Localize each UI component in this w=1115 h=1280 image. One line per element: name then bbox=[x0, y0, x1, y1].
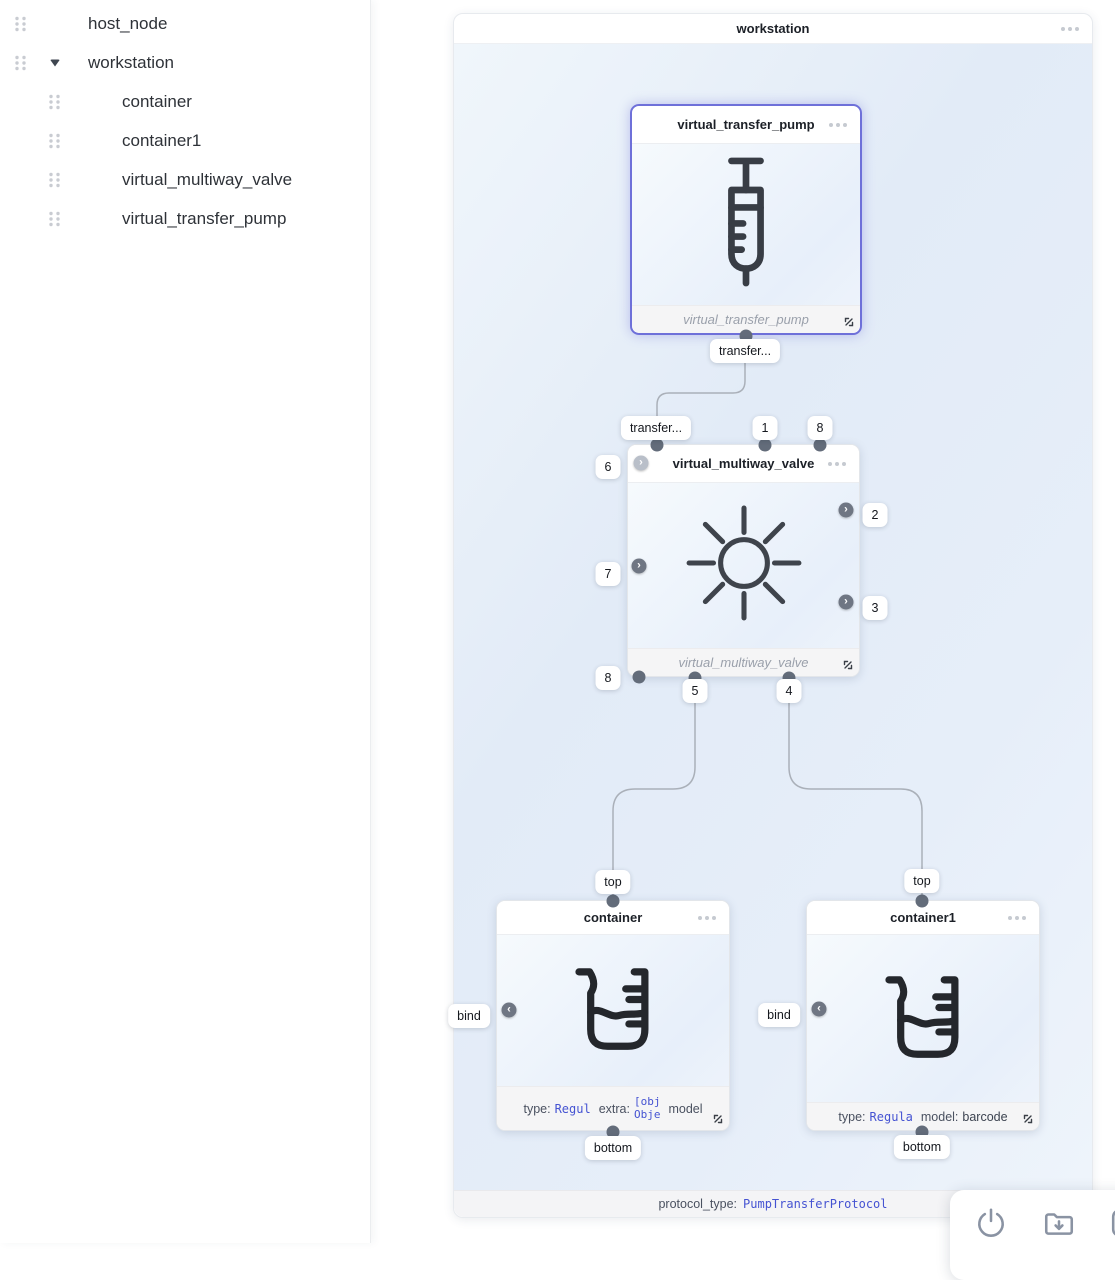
node-container[interactable] bbox=[496, 900, 730, 1131]
port-label: 2 bbox=[863, 503, 888, 527]
folder-download-icon[interactable] bbox=[1042, 1206, 1076, 1240]
drag-handle-icon[interactable] bbox=[48, 210, 61, 227]
port-valve-8-top[interactable] bbox=[814, 439, 827, 452]
port-label: transfer... bbox=[621, 416, 691, 440]
sidebar-item-container[interactable] bbox=[0, 82, 370, 121]
protocol-type-value: PumpTransferProtocol bbox=[743, 1197, 888, 1211]
port-label: transfer... bbox=[710, 339, 780, 363]
type-field: type: Regula bbox=[838, 1109, 913, 1124]
port-label: 8 bbox=[808, 416, 833, 440]
port-label: 1 bbox=[753, 416, 778, 440]
ellipsis-menu-icon[interactable] bbox=[698, 916, 716, 920]
port-container-bind-chevron-icon[interactable]: ‹ bbox=[502, 1003, 517, 1018]
tree-item-label: container1 bbox=[122, 130, 202, 150]
node-body bbox=[628, 483, 859, 648]
port-label: 5 bbox=[683, 679, 708, 703]
drag-handle-icon[interactable] bbox=[14, 15, 27, 32]
drag-handle-icon[interactable] bbox=[48, 93, 61, 110]
port-valve-2-chevron-icon[interactable]: › bbox=[839, 503, 854, 518]
type-field: type: Regul bbox=[523, 1101, 591, 1116]
port-valve-8-left[interactable] bbox=[633, 671, 646, 684]
port-valve-1[interactable] bbox=[759, 439, 772, 452]
node-name-label: virtual_transfer_pump bbox=[683, 312, 809, 327]
resize-handle-icon[interactable] bbox=[842, 659, 854, 671]
node-title: container1 bbox=[890, 910, 956, 925]
port-valve-6-chevron-icon[interactable]: › bbox=[634, 456, 649, 471]
node-title: virtual_transfer_pump bbox=[677, 117, 815, 132]
drag-handle-icon[interactable] bbox=[14, 54, 27, 71]
node-body bbox=[632, 144, 860, 305]
ellipsis-menu-icon[interactable] bbox=[829, 123, 847, 127]
node-name-label: virtual_multiway_valve bbox=[678, 655, 809, 670]
drag-handle-icon[interactable] bbox=[48, 132, 61, 149]
sidebar-item-host-node[interactable] bbox=[0, 4, 370, 43]
beaker-icon bbox=[562, 957, 664, 1064]
port-label: top bbox=[595, 870, 630, 894]
panel-title: workstation bbox=[736, 21, 810, 36]
node-virtual-transfer-pump[interactable] bbox=[630, 104, 862, 335]
workstation-panel-header[interactable] bbox=[454, 14, 1092, 44]
node-footer bbox=[497, 1086, 729, 1130]
port-valve-transfer[interactable] bbox=[651, 439, 664, 452]
sidebar-item-virtual-multiway-valve[interactable] bbox=[0, 160, 370, 199]
port-label: 8 bbox=[596, 666, 621, 690]
tree-item-label: virtual_multiway_valve bbox=[122, 169, 293, 189]
node-body bbox=[497, 935, 729, 1086]
node-title: container bbox=[583, 910, 643, 925]
node-footer bbox=[628, 648, 859, 676]
resize-handle-icon[interactable] bbox=[1022, 1113, 1034, 1125]
sidebar-tree bbox=[0, 0, 371, 1243]
node-header[interactable] bbox=[628, 445, 859, 483]
tree-item-label: workstation bbox=[88, 52, 174, 72]
sidebar-item-container1[interactable] bbox=[0, 121, 370, 160]
valve-icon bbox=[683, 502, 805, 629]
port-container-top[interactable] bbox=[607, 895, 620, 908]
port-label: 6 bbox=[596, 455, 621, 479]
sidebar-item-workstation[interactable] bbox=[0, 43, 370, 82]
resize-handle-icon[interactable] bbox=[712, 1113, 724, 1125]
port-valve-7-chevron-icon[interactable]: › bbox=[632, 559, 647, 574]
model-field: model: barcode bbox=[920, 1109, 1008, 1124]
port-label: 4 bbox=[777, 679, 802, 703]
node-virtual-multiway-valve[interactable] bbox=[627, 444, 860, 677]
port-label: 3 bbox=[863, 596, 888, 620]
ellipsis-menu-icon[interactable] bbox=[828, 462, 846, 466]
node-header[interactable] bbox=[632, 106, 860, 144]
node-title: virtual_multiway_valve bbox=[672, 456, 815, 471]
tree-item-label: host_node bbox=[88, 13, 168, 33]
extra-field: extra: [obj Obje bbox=[598, 1095, 661, 1121]
chevron-down-icon[interactable] bbox=[50, 59, 60, 66]
port-label: top bbox=[904, 869, 939, 893]
beaker-icon bbox=[872, 965, 974, 1072]
syringe-icon bbox=[714, 152, 778, 297]
tree-item-label: virtual_transfer_pump bbox=[122, 208, 287, 228]
port-valve-3-chevron-icon[interactable]: › bbox=[839, 595, 854, 610]
port-label: bottom bbox=[894, 1135, 950, 1159]
power-icon[interactable] bbox=[974, 1206, 1008, 1240]
ellipsis-menu-icon[interactable] bbox=[1008, 916, 1026, 920]
port-label: 7 bbox=[596, 562, 621, 586]
port-label: bind bbox=[758, 1003, 800, 1027]
tree-item-label: container bbox=[122, 91, 192, 111]
port-container1-bind-chevron-icon[interactable]: ‹ bbox=[812, 1002, 827, 1017]
port-container1-top[interactable] bbox=[916, 895, 929, 908]
model-field: model bbox=[668, 1101, 703, 1116]
sidebar-item-virtual-transfer-pump[interactable] bbox=[0, 199, 370, 238]
node-body bbox=[807, 935, 1039, 1102]
protocol-type-key: protocol_type: bbox=[658, 1197, 738, 1211]
canvas-toolbar bbox=[950, 1190, 1115, 1280]
drag-handle-icon[interactable] bbox=[48, 171, 61, 188]
document-icon[interactable] bbox=[1110, 1206, 1115, 1240]
ellipsis-menu-icon[interactable] bbox=[1061, 27, 1079, 31]
resize-handle-icon[interactable] bbox=[843, 316, 855, 328]
node-container1[interactable] bbox=[806, 900, 1040, 1131]
port-label: bind bbox=[448, 1004, 490, 1028]
port-label: bottom bbox=[585, 1136, 641, 1160]
